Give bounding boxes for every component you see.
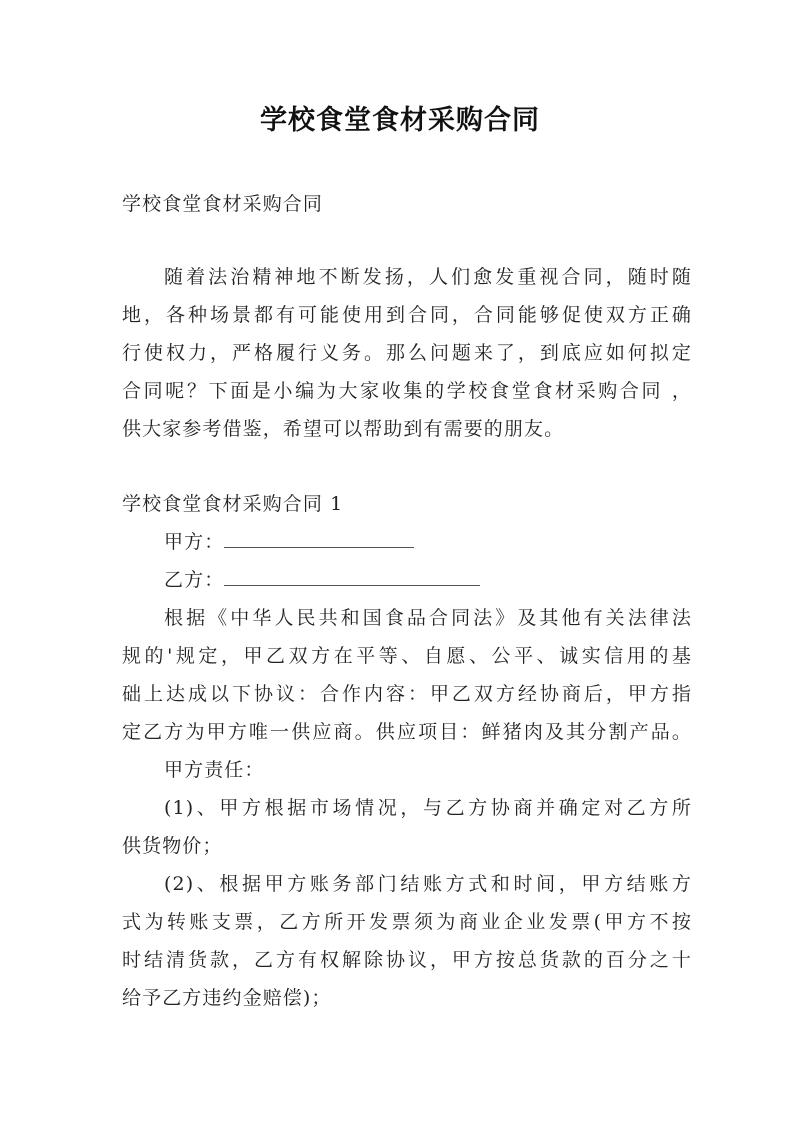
contract-section-title: 学校食堂食材采购合同 1: [122, 493, 344, 515]
clause-2-line: 时结清货款，乙方有权解除协议，甲方按总货款的百分之十: [122, 949, 692, 971]
clause-1-line: 供货物价；: [122, 835, 223, 857]
intro-line: 随着法治精神地不断发扬，人们愈发重视合同，随时随: [164, 266, 692, 288]
party-a-blank: [224, 525, 414, 548]
clause-1-line: (1)、甲方根据市场情况，与乙方协商并确定对乙方所: [164, 797, 692, 819]
clause-2-line: 给予乙方违约金赔偿)；: [122, 987, 332, 1009]
basis-line: 根据《中华人民共和国食品合同法》及其他有关法律法: [164, 607, 692, 629]
intro-line: 地，各种场景都有可能使用到合同，合同能够促使双方正确: [122, 304, 692, 326]
clause-2-line: (2)、根据甲方账务部门结账方式和时间，甲方结账方: [164, 873, 692, 895]
clause-2-line: 式为转账支票，乙方所开发票须为商业企业发票(甲方不按: [122, 911, 692, 933]
basis-line: 础上达成以下协议：合作内容：甲乙双方经协商后，甲方指: [122, 683, 692, 705]
party-a-label: 甲方：: [164, 531, 225, 553]
section-heading: 学校食堂食材采购合同: [122, 193, 324, 215]
party-b-label: 乙方：: [164, 569, 225, 591]
responsibility-heading: 甲方责任：: [164, 759, 265, 781]
party-b-blank: [224, 563, 480, 586]
intro-line: 行使权力，严格履行义务。那么问题来了，到底应如何拟定: [122, 342, 692, 364]
basis-line: 规的'规定，甲乙双方在平等、自愿、公平、诚实信用的基: [122, 645, 692, 667]
party-a-row: [164, 525, 692, 559]
intro-line: 合同呢？下面是小编为大家收集的学校食堂食材采购合同 ，: [122, 380, 692, 402]
intro-line: 供大家参考借鉴，希望可以帮助到有需要的朋友。: [122, 418, 565, 440]
basis-line: 定乙方为甲方唯一供应商。供应项目：鲜猪肉及其分割产品。: [122, 721, 692, 743]
document-title: 学校食堂食材采购合同: [260, 105, 540, 136]
party-b-row: [164, 563, 692, 597]
